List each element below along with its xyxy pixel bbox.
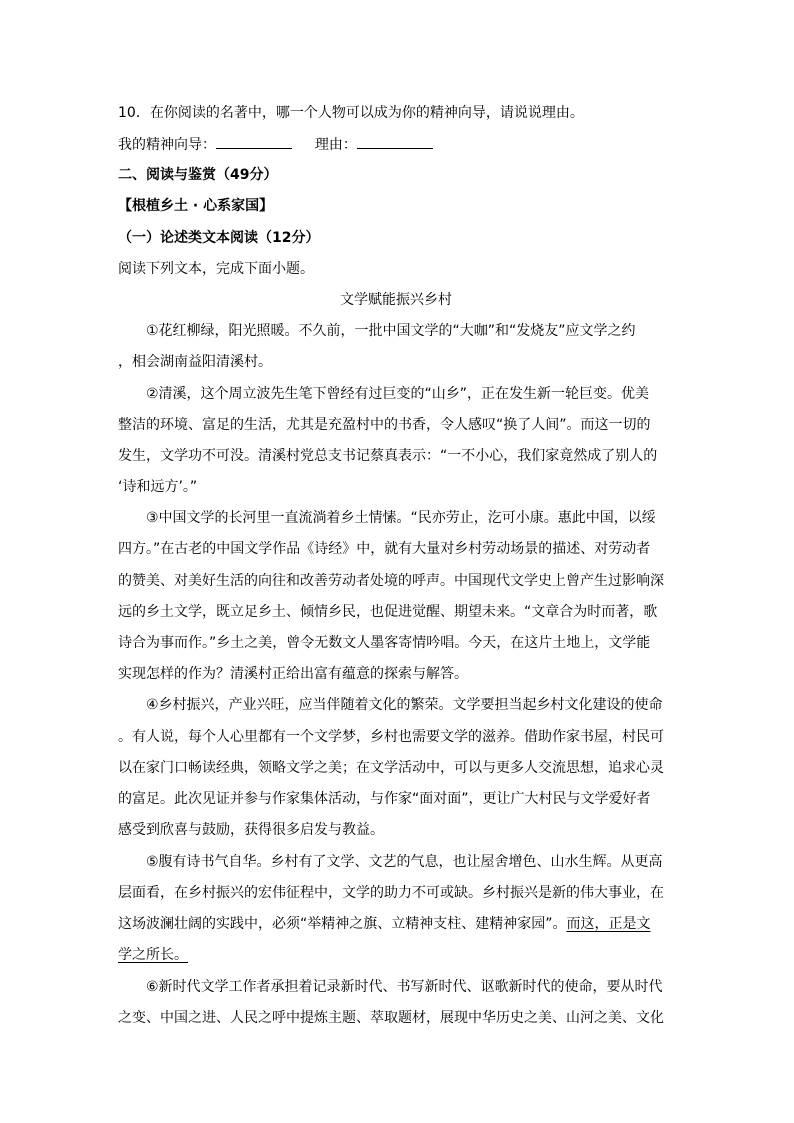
paragraph-line: 诗合为事而作。”乡土之美，曾令无数文人墨客寄情吟唱。今天，在这片土地上，文学能 [118,635,651,651]
paragraph-line: ⑥新时代文学工作者承担着记录新时代、书写新时代、讴歌新时代的使命，要从时代 [146,979,663,995]
section-heading: 二、阅读与鉴赏（49分） [118,167,278,183]
paragraph-line: 整洁的环境、富足的生活，尤其是充盈村中的书香，令人感叹“换了人间”。而这一切的 [118,417,651,433]
paragraph-line: 感受到欣喜与鼓励，获得很多启发与教益。 [118,822,384,838]
paragraph-line: 之变、中国之进、人民之呼中提炼主题、萃取题材，展现中华历史之美、山河之美、文化 [118,1010,664,1026]
underlined-text: 而这，正是文 [566,916,651,932]
paragraph-line: 的赞美、对美好生活的向往和改善劳动者处境的呼声。中国现代文学史上曾产生过影响深 [118,573,664,589]
paragraph-line: ⑤腹有诗书气自华。乡村有了文学、文艺的气息，也让屋舍增色、山水生辉。从更高 [146,854,663,870]
paragraph-line: 以在家门口畅读经典，领略文学之美；在文学活动中，可以与更多人交流思想，追求心灵 [118,760,664,776]
paragraph-line: 四方。”在古老的中国文学作品《诗经》中，就有大量对乡村劳动场景的描述、对劳动者 [118,541,651,557]
paragraph-line: ，相会湖南益阳清溪村。 [118,354,272,370]
theme-heading: 【根植乡土 · 心系家国】 [118,198,274,214]
mentor-answer-row [118,134,433,155]
paragraph-line: ①花红柳绿，阳光照暖。不久前，一批中国文学的“大咖”和“发烧友”应文学之约 [146,323,636,339]
paragraph-line: ③中国文学的长河里一直流淌着乡土情愫。“民亦劳止，汔可小康。惠此中国，以绥 [146,510,656,526]
paragraph-line: 层面看，在乡村振兴的宏伟征程中，文学的助力不可或缺。乡村振兴是新的伟大事业，在 [118,885,664,901]
reason-label: 理由： [314,137,357,153]
instruction-text: 阅读下列文本，完成下面小题。 [118,261,314,277]
question-10: 10．在你阅读的名著中，哪一个人物可以成为你的精神向导，请说说理由。 [118,105,584,121]
paragraph-line: ②清溪，这个周立波先生笔下曾经有过巨变的“山乡”，正在发生新一轮巨变。优美 [146,386,650,402]
paragraph-line: 的富足。此次见证并参与作家集体活动，与作家“面对面”，更让广大村民与文学爱好者 [118,791,651,807]
paragraph-text: 这场波澜壮阔的实践中，必须“举精神之旗、立精神支柱、建精神家园”。 [118,916,567,932]
subsection-heading: （一）论述类文本阅读（12分） [118,230,320,246]
underlined-text: 学之所长。 [118,947,188,963]
paragraph-line: 远的乡土文学，既立足乡土、倾情乡民，也促进觉醒、期望未来。“文章合为时而著，歌 [118,604,658,620]
reason-blank[interactable] [357,134,433,149]
paragraph-line: 。有人说，每个人心里都有一个文学梦，乡村也需要文学的滋养。借助作家书屋，村民可 [118,729,664,745]
paragraph-line: ‘诗和远方’。” [118,479,198,495]
mentor-blank[interactable] [216,134,292,149]
paragraph-line: 实现怎样的作为？清溪村正给出富有蕴意的探索与解答。 [118,666,468,682]
article-title: 文学赋能振兴乡村 [340,292,452,308]
paragraph-line: 发生，文学功不可没。清溪村党总支书记蔡真表示：“一不小心，我们家竟然成了别人的 [118,448,658,464]
mentor-label: 我的精神向导： [118,137,216,153]
paragraph-line [118,914,651,934]
paragraph-line: ④乡村振兴，产业兴旺，应当伴随着文化的繁荣。文学要担当起乡村文化建设的使命 [146,697,663,713]
